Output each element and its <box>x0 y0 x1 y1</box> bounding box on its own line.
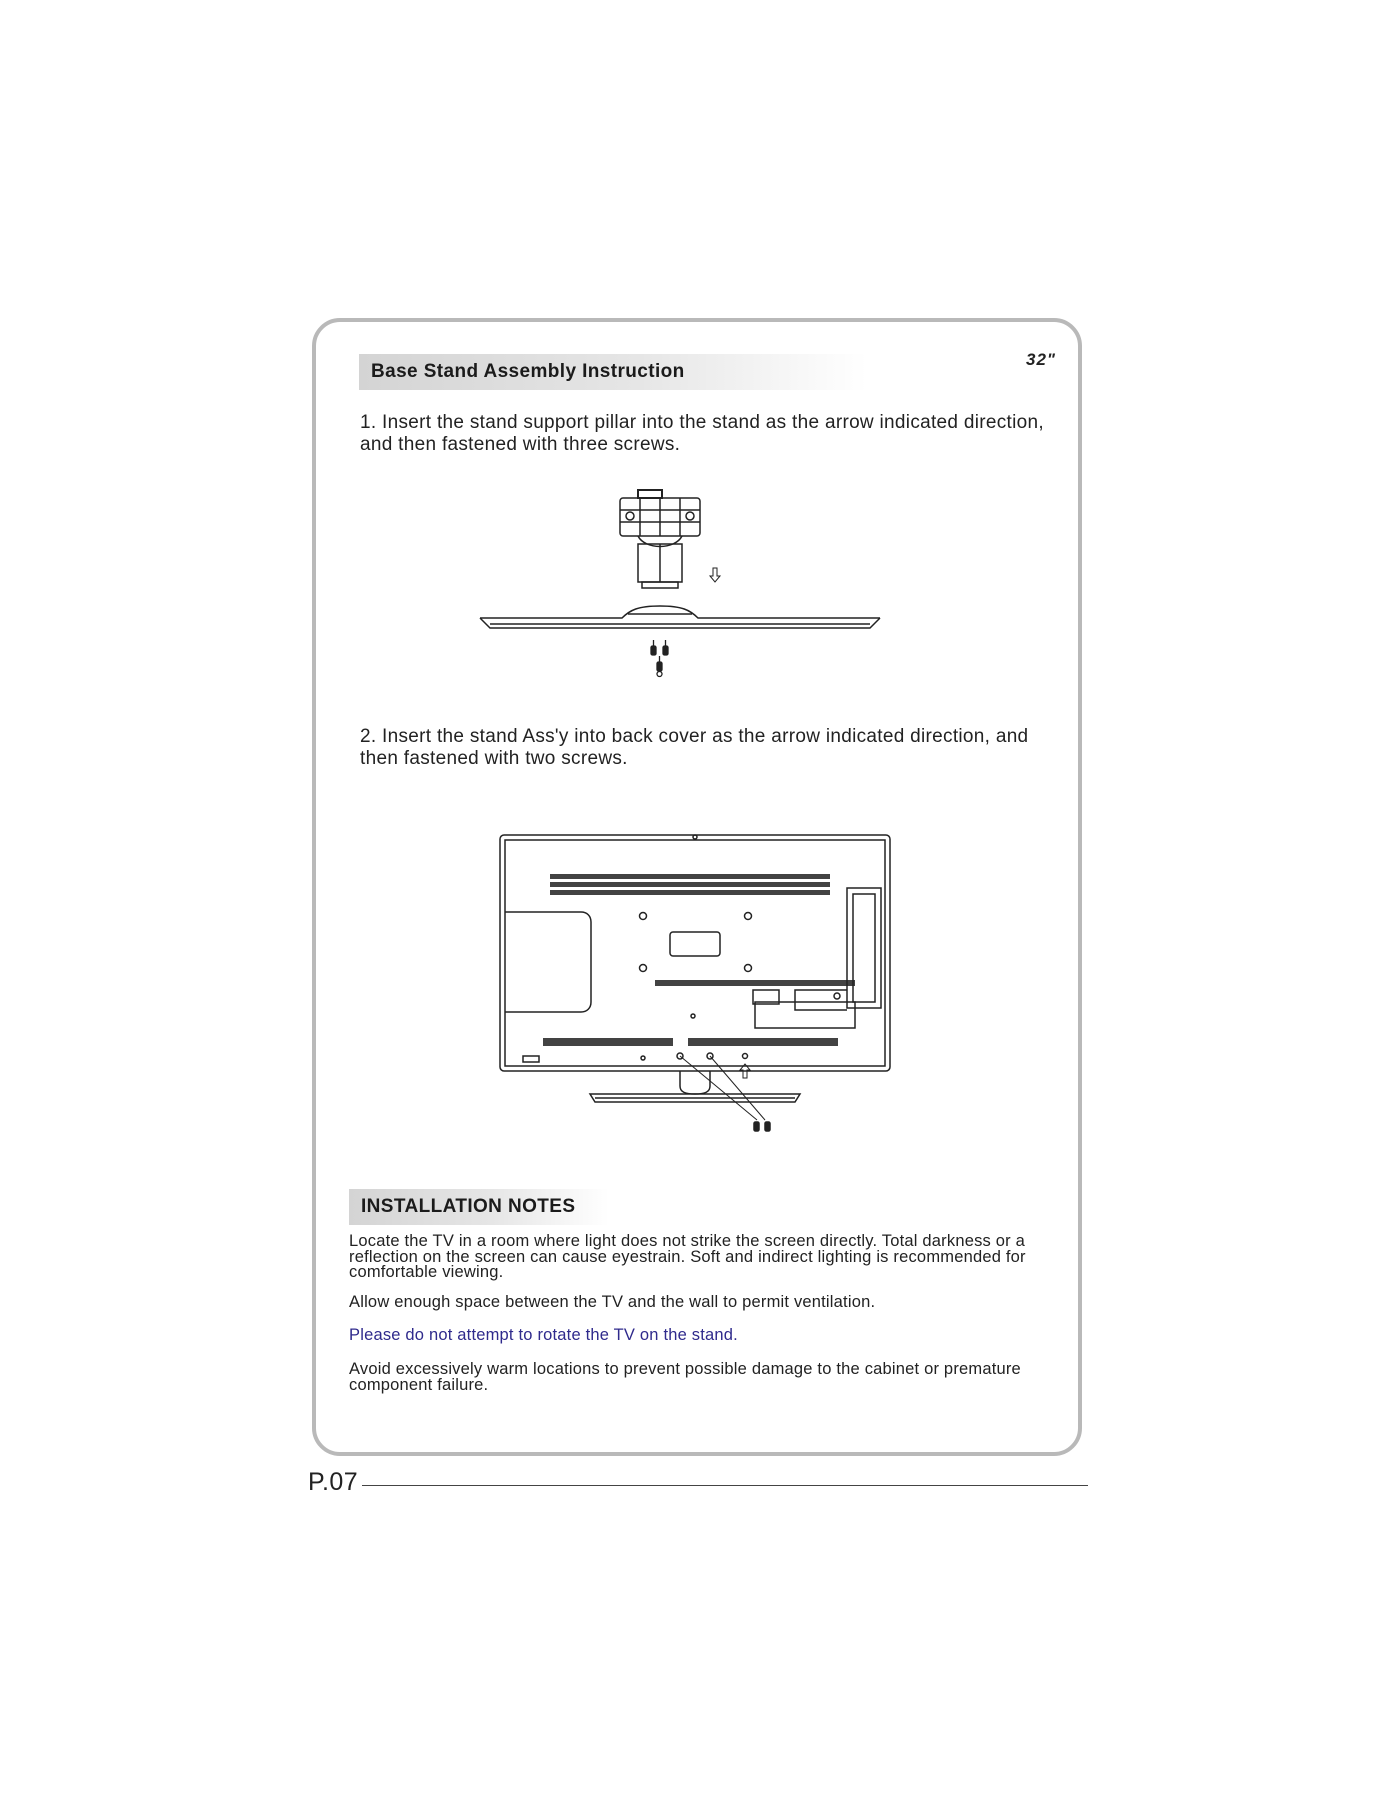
page-number: P.07 <box>308 1468 359 1496</box>
step-1 <box>360 412 1060 456</box>
installation-note-temperature: Avoid excessively warm locations to prevent possible damage to the cabinet or premature component failure. <box>349 1360 1021 1394</box>
section-header-installation <box>349 1189 609 1225</box>
stand-pillar-diagram <box>470 488 890 688</box>
footer-rule <box>362 1485 1088 1486</box>
step-2 <box>360 726 1060 770</box>
model-size-label: 32" <box>1026 350 1056 369</box>
section-title: Base Stand Assembly Instruction <box>371 361 685 382</box>
step-1-text: Insert the stand support pillar into the stand as the arrow indicated direction, and then fastened with three screws. <box>360 412 1044 455</box>
step-1-number: 1. <box>360 412 377 433</box>
installation-title: INSTALLATION NOTES <box>361 1196 576 1217</box>
tv-back-cover-diagram <box>495 830 895 1140</box>
step-2-number: 2. <box>360 726 377 747</box>
section-header-assembly <box>359 354 867 390</box>
installation-note-ventilation: Allow enough space between the TV and the wall to permit ventilation. <box>349 1293 876 1311</box>
step-2-text: Insert the stand Ass'y into back cover as the arrow indicated direction, and then fastened with two screws. <box>360 726 1029 769</box>
installation-note-lighting: Locate the TV in a room where light does not strike the screen directly. Total darkness or a reflection on the screen can cause eyestrain. Soft and indirect lighting is recommended for comfortable viewing. <box>349 1232 1026 1281</box>
installation-note-rotate-warning: Please do not attempt to rotate the TV on the stand. <box>349 1326 738 1344</box>
